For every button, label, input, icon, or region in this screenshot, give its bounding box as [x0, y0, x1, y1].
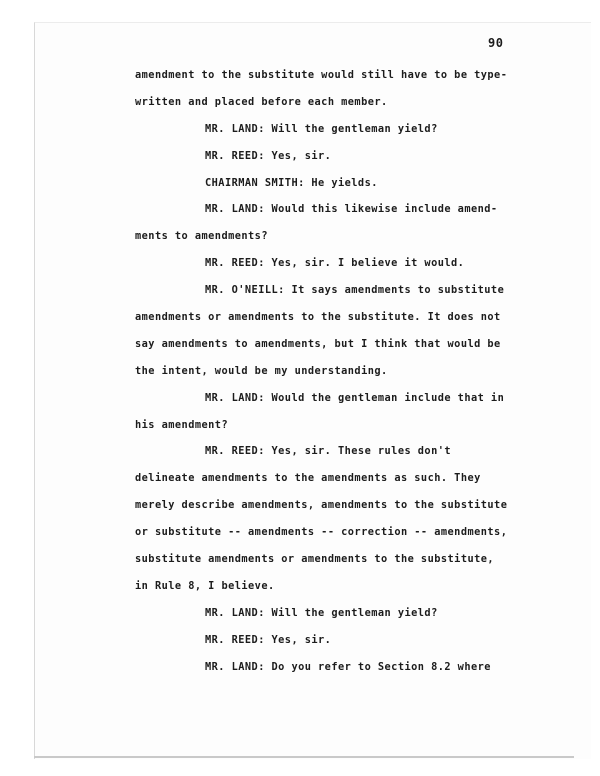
transcript-line: substitute amendments or amendments to the substitute,: [135, 553, 495, 566]
transcript-line: MR. O'NEILL: It says amendments to substitute: [205, 284, 505, 297]
transcript-line: MR. REED: Yes, sir.: [205, 633, 332, 646]
transcript-line: merely describe amendments, amendments to the substitute: [135, 499, 508, 512]
transcript-body: [135, 64, 535, 682]
transcript-line: MR. LAND: Would the gentleman include that in: [205, 391, 505, 404]
page-number: 90: [488, 36, 504, 50]
transcript-line: in Rule 8, I believe.: [135, 579, 275, 592]
transcript-line: his amendment?: [135, 418, 229, 431]
transcript-line: or substitute -- amendments -- correction -- amendments,: [135, 526, 508, 539]
transcript-line: ments to amendments?: [135, 230, 268, 243]
sheet-bottom-edge: [34, 756, 574, 758]
transcript-line: written and placed before each member.: [135, 95, 388, 108]
transcript-line: MR. REED: Yes, sir.: [205, 149, 332, 162]
transcript-line: delineate amendments to the amendments as such. They: [135, 472, 481, 485]
transcript-line: MR. LAND: Will the gentleman yield?: [205, 122, 438, 135]
transcript-line: MR. LAND: Will the gentleman yield?: [205, 606, 438, 619]
transcript-line: MR. LAND: Do you refer to Section 8.2 where: [205, 660, 491, 673]
transcript-line: the intent, would be my understanding.: [135, 364, 388, 377]
transcript-line: say amendments to amendments, but I think that would be: [135, 337, 501, 350]
transcript-line: CHAIRMAN SMITH: He yields.: [205, 176, 378, 189]
transcript-line: MR. REED: Yes, sir. I believe it would.: [205, 257, 465, 270]
transcript-line: amendment to the substitute would still have to be type-: [135, 69, 508, 81]
transcript-line: MR. LAND: Would this likewise include amend-: [205, 203, 498, 216]
transcript-line: MR. REED: Yes, sir. These rules don't: [205, 445, 452, 458]
transcript-line: amendments or amendments to the substitute. It does not: [135, 311, 501, 324]
